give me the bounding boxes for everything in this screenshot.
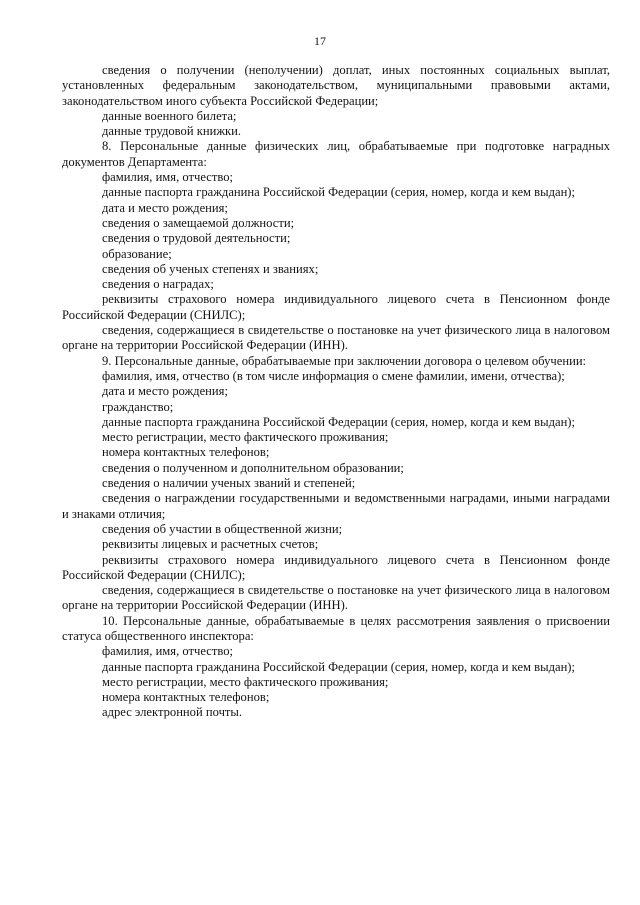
section-heading: 10. Персональные данные, обрабатываемые в целях рассмотрения заявления о присвоении статуса общественного инспектора: bbox=[62, 613, 610, 643]
paragraph: сведения о полученном и дополнительном образовании; bbox=[102, 460, 404, 475]
paragraph: реквизиты страхового номера индивидуального лицевого счета в Пенсионном фонде Российской Федерации (СНИЛС); bbox=[62, 552, 610, 582]
paragraph: дата и место рождения; bbox=[102, 384, 228, 399]
section-heading: 9. Персональные данные, обрабатываемые при заключении договора о целевом обучении: bbox=[102, 353, 587, 368]
paragraph: номера контактных телефонов; bbox=[102, 690, 270, 705]
paragraph: фамилия, имя, отчество; bbox=[102, 170, 233, 185]
paragraph: адрес электронной почты. bbox=[102, 705, 243, 720]
paragraph: место регистрации, место фактического проживания; bbox=[102, 674, 389, 689]
paragraph: образование; bbox=[102, 246, 172, 261]
document-body bbox=[62, 63, 610, 721]
paragraph: сведения, содержащиеся в свидетельстве о постановке на учет физического лица в налоговом органе на территории Российской Федерации (ИНН). bbox=[62, 583, 610, 613]
paragraph: номера контактных телефонов; bbox=[102, 445, 270, 460]
paragraph: сведения об участии в общественной жизни; bbox=[102, 521, 343, 536]
paragraph: реквизиты страхового номера индивидуального лицевого счета в Пенсионном фонде Российской Федерации (СНИЛС); bbox=[62, 292, 610, 322]
paragraph: сведения о награждении государственными и ведомственными наградами, иными наградами и знаками отличия; bbox=[62, 491, 610, 521]
paragraph: место регистрации, место фактического проживания; bbox=[102, 430, 389, 445]
paragraph: фамилия, имя, отчество (в том числе информация о смене фамилии, имени, отчества); bbox=[102, 368, 565, 383]
paragraph: сведения о получении (неполучении) доплат, иных постоянных социальных выплат, установленных федеральным законодательством, муниципальными правовыми актами, законодательством иного субъекта Российской Федерации; bbox=[62, 63, 610, 108]
paragraph: сведения о наградах; bbox=[102, 277, 214, 292]
paragraph: данные паспорта гражданина Российской Федерации (серия, номер, когда и кем выдан); bbox=[102, 414, 576, 429]
paragraph: гражданство; bbox=[102, 399, 174, 414]
paragraph: сведения о трудовой деятельности; bbox=[102, 231, 291, 246]
paragraph: дата и место рождения; bbox=[102, 200, 228, 215]
paragraph: данные паспорта гражданина Российской Федерации (серия, номер, когда и кем выдан); bbox=[102, 185, 576, 200]
paragraph: сведения об ученых степенях и званиях; bbox=[102, 261, 319, 276]
paragraph: сведения о замещаемой должности; bbox=[102, 215, 295, 230]
paragraph: фамилия, имя, отчество; bbox=[102, 644, 233, 659]
paragraph: данные трудовой книжки. bbox=[102, 124, 242, 139]
paragraph: данные военного билета; bbox=[102, 108, 237, 123]
paragraph: сведения, содержащиеся в свидетельстве о постановке на учет физического лица в налоговом органе на территории Российской Федерации (ИНН). bbox=[62, 323, 610, 353]
page-number: 17 bbox=[314, 34, 326, 48]
paragraph: реквизиты лицевых и расчетных счетов; bbox=[102, 537, 319, 552]
section-heading: 8. Персональные данные физических лиц, обрабатываемые при подготовке наградных документов Департамента: bbox=[62, 139, 610, 169]
paragraph: сведения о наличии ученых званий и степеней; bbox=[102, 476, 356, 491]
paragraph: данные паспорта гражданина Российской Федерации (серия, номер, когда и кем выдан); bbox=[102, 659, 576, 674]
